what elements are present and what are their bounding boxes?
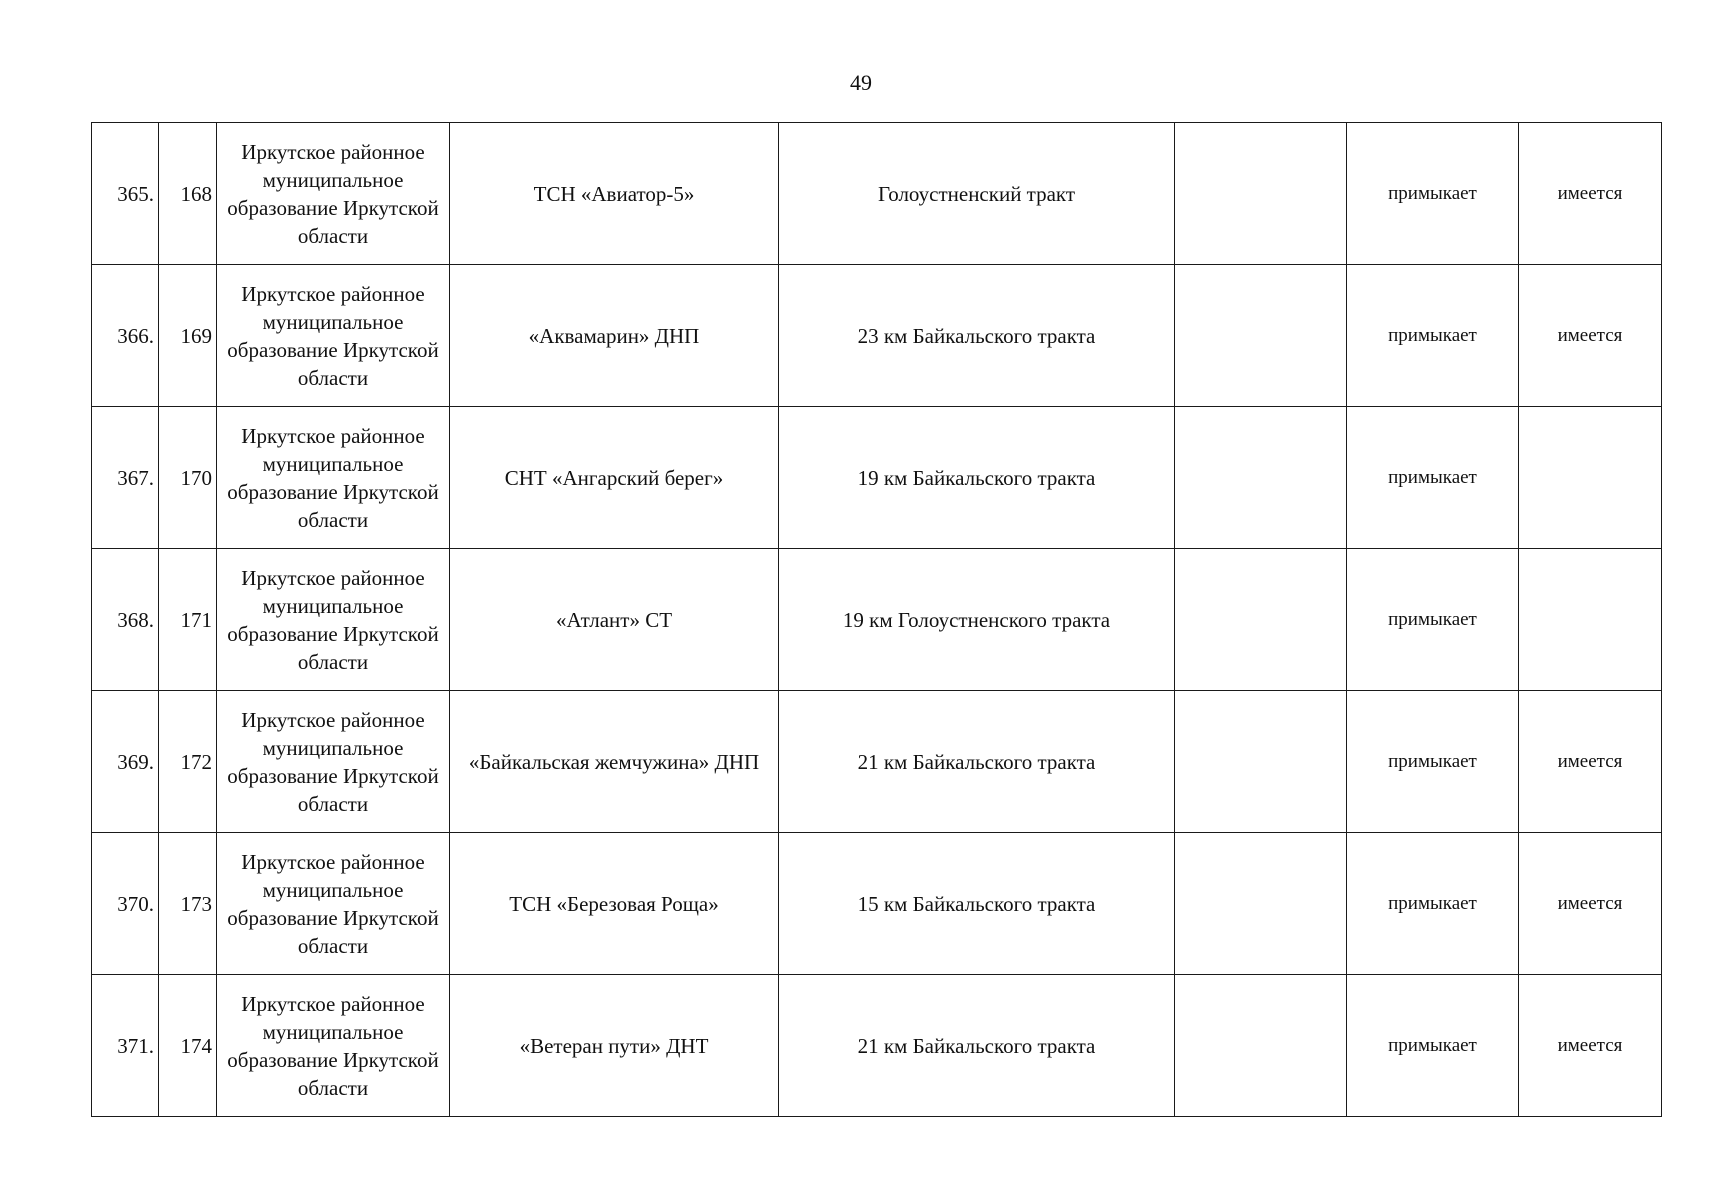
row-number: 168 (159, 123, 217, 265)
location-cell: 19 км Голоустненского тракта (779, 549, 1175, 691)
row-number: 174 (159, 975, 217, 1117)
location-cell: 21 км Байкальского тракта (779, 691, 1175, 833)
municipality-cell: Иркутское районное муниципальное образование Иркутской области (217, 833, 450, 975)
availability-cell (1519, 549, 1662, 691)
table-row (92, 407, 1662, 549)
location-cell: 19 км Байкальского тракта (779, 407, 1175, 549)
adjacency-cell: примыкает (1347, 833, 1519, 975)
empty-cell (1175, 265, 1347, 407)
name-cell: СНТ «Ангарский берег» (450, 407, 779, 549)
table-row (92, 265, 1662, 407)
availability-cell: имеется (1519, 265, 1662, 407)
row-index: 369. (92, 691, 159, 833)
availability-cell (1519, 407, 1662, 549)
adjacency-cell: примыкает (1347, 407, 1519, 549)
name-cell: «Аквамарин» ДНП (450, 265, 779, 407)
row-number: 169 (159, 265, 217, 407)
row-number: 173 (159, 833, 217, 975)
location-cell: 15 км Байкальского тракта (779, 833, 1175, 975)
empty-cell (1175, 123, 1347, 265)
row-number: 171 (159, 549, 217, 691)
adjacency-cell: примыкает (1347, 265, 1519, 407)
table-row (92, 549, 1662, 691)
table-row (92, 123, 1662, 265)
empty-cell (1175, 407, 1347, 549)
empty-cell (1175, 833, 1347, 975)
name-cell: «Атлант» СТ (450, 549, 779, 691)
name-cell: «Байкальская жемчужина» ДНП (450, 691, 779, 833)
location-cell: 21 км Байкальского тракта (779, 975, 1175, 1117)
name-cell: «Ветеран пути» ДНТ (450, 975, 779, 1117)
municipality-cell: Иркутское районное муниципальное образование Иркутской области (217, 265, 450, 407)
municipality-cell: Иркутское районное муниципальное образование Иркутской области (217, 549, 450, 691)
name-cell: ТСН «Березовая Роща» (450, 833, 779, 975)
location-cell: 23 км Байкальского тракта (779, 265, 1175, 407)
location-cell: Голоустненский тракт (779, 123, 1175, 265)
availability-cell: имеется (1519, 691, 1662, 833)
adjacency-cell: примыкает (1347, 123, 1519, 265)
row-index: 368. (92, 549, 159, 691)
municipality-cell: Иркутское районное муниципальное образование Иркутской области (217, 691, 450, 833)
row-index: 371. (92, 975, 159, 1117)
empty-cell (1175, 549, 1347, 691)
availability-cell: имеется (1519, 833, 1662, 975)
data-table (91, 122, 1662, 1117)
row-index: 366. (92, 265, 159, 407)
table-row (92, 975, 1662, 1117)
name-cell: ТСН «Авиатор-5» (450, 123, 779, 265)
row-index: 370. (92, 833, 159, 975)
row-index: 367. (92, 407, 159, 549)
adjacency-cell: примыкает (1347, 549, 1519, 691)
page-number: 49 (850, 70, 872, 95)
municipality-cell: Иркутское районное муниципальное образование Иркутской области (217, 407, 450, 549)
adjacency-cell: примыкает (1347, 975, 1519, 1117)
availability-cell: имеется (1519, 975, 1662, 1117)
municipality-cell: Иркутское районное муниципальное образование Иркутской области (217, 975, 450, 1117)
table-row (92, 691, 1662, 833)
row-number: 172 (159, 691, 217, 833)
municipality-cell: Иркутское районное муниципальное образование Иркутской области (217, 123, 450, 265)
empty-cell (1175, 975, 1347, 1117)
adjacency-cell: примыкает (1347, 691, 1519, 833)
empty-cell (1175, 691, 1347, 833)
row-index: 365. (92, 123, 159, 265)
row-number: 170 (159, 407, 217, 549)
availability-cell: имеется (1519, 123, 1662, 265)
table-row (92, 833, 1662, 975)
